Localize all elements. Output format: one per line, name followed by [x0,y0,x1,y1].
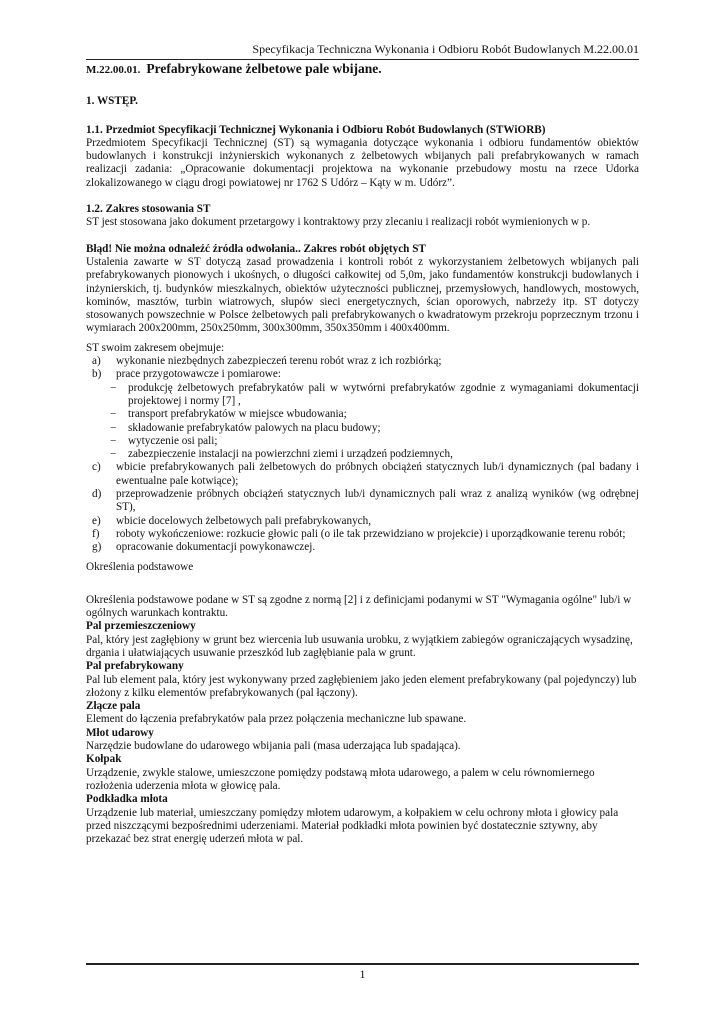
definitions-intro: Określenia podstawowe podane w ST są zgodne z normą [2] i z definicjami podanymi w ST "Wymagania ogólne" lub/i w ogólnych warunkach kontraktu. [86,593,632,620]
definition-term: Młot udarowy [86,726,154,739]
list-item-label: b) [92,368,102,381]
definition-item [86,700,639,727]
dash-bullet: − [110,408,117,421]
sub-list-item-text: produkcję żelbetowych prefabrykatów pali w wytwórni prefabrykatów zgodnie z wymaganiami dokumentacji projektowej i normy [7] , [128,381,639,407]
list-item [86,541,639,554]
definition-item [86,753,639,793]
list-item-text: wykonanie niezbędnych zabezpieczeń terenu robót wraz z ich rozbiórką; [116,355,442,368]
definition-term: Kołpak [86,753,122,766]
list-item [86,515,639,528]
list-item-label: g) [92,541,102,554]
definition-term: Pal prefabrykowany [86,660,184,673]
dash-bullet: − [110,448,117,461]
list-item-text: prace przygotowawcze i pomiarowe: [116,368,281,381]
dash-bullet: − [110,434,117,447]
list-item [86,461,639,488]
definition-text: Urządzenie, zwykle stalowe, umieszczone pomiędzy podstawą młota udarowego, a palem w celu równomiernego rozłożenia uderzenia młota w głowicę pala. [86,766,595,792]
definition-text: Urządzenie lub materiał, umieszczany pomiędzy młotem udarowym, a kołpakiem w celu ochrony młota i głowicy pala przed niszczącymi bezpośrednimi uderzeniami. Materiał podkładki młota powinien być dostatecznie sztywny, aby przekazać bez strat energię uderzeń młota w pal. [86,806,619,846]
page-number: 1 [359,967,366,981]
list-item [86,368,639,381]
document-title-text: Prefabrykowane żelbetowe pale wbijane. [146,61,382,76]
list-item [86,528,639,541]
definition-term: Podkładka młota [86,793,168,806]
footer-divider [86,963,639,965]
section-1-3-heading: Błąd! Nie można odnaleźć źródła odwołania.. Zakres robót objętych ST [86,242,426,255]
section-1-2-heading: 1.2. Zakres stosowania ST [86,203,211,216]
definition-text: Pal lub element pala, który jest wykonywany przed zagłębieniem jako jeden element prefabrykowany (pal pojedynczy) lub złożony z kilku elementów prefabrykowanych (pal łączony). [86,673,637,699]
definition-item [86,727,639,754]
list-item [86,488,639,515]
running-header: Specyfikacja Techniczna Wykonania i Odbioru Robót Budowlanych M.22.00.01 [252,42,639,56]
document-code: M.22.00.01. [86,64,141,76]
list-item-text: roboty wykończeniowe: rozkucie głowic pali (o ile tak przewidziano w projekcie) i uporządkowanie terenu robót; [116,527,626,540]
sub-list-item-text: transport prefabrykatów w miejsce wbudowania; [128,408,347,421]
definition-text: Element do łączenia prefabrykatów pala przez połączenia mechaniczne lub spawane. [86,713,467,726]
definition-item [86,660,639,700]
section-1-1-body: Przedmiotem Specyfikacji Technicznej (ST) są wymagania dotyczące wykonania i odbioru fundamentów obiektów budowlanych i konstrukcji inżynierskich wykonanych z żelbetowych wbijanych pali prefabrykowanych w ramach realizacji zadania: „Opracowanie dokumentacji projektowa na wykonanie przebudowy mostu na rzece Udorka zlokalizowanego w ciągu drogi powiatowej nr 1762 S Udórz – Kąty w m. Udórz”. [86,136,639,189]
sub-list-item-text: wytyczenie osi pali; [128,434,218,447]
sub-list-item [86,408,639,421]
list-item [86,355,639,368]
list-item-label: c) [92,461,101,474]
list-item-label: e) [92,514,101,527]
document-title [86,62,639,77]
sub-list-item-text: zabezpieczenie instalacji na powierzchni ziemi i urządzeń podziemnych, [128,448,453,461]
sub-list-item-text: składowanie prefabrykatów palowych na placu budowy; [128,421,381,434]
list-item-label: f) [92,527,100,540]
list-item-text: opracowanie dokumentacji powykonawczej. [116,541,316,554]
section-1-2-body: ST jest stosowana jako dokument przetargowy i kontraktowy przy zlecaniu i realizacji robót wymienionych w p. [86,216,591,229]
definition-item [86,620,639,660]
list-item-text: przeprowadzenie próbnych obciążeń statycznych lub/i dynamicznych pali wraz z analizą wyników (wg odrębnej ST), [116,488,639,514]
section-1-heading: 1. WSTĘP. [86,95,138,108]
definition-term: Złącze pala [86,700,141,713]
section-1-1-heading: 1.1. Przedmiot Specyfikacji Technicznej Wykonania i Odbioru Robót Budowlanych (STWiORB) [86,123,546,136]
sub-list-item [86,422,639,435]
sub-list-item [86,382,639,409]
sub-list-item [86,435,639,448]
dash-bullet: − [110,381,117,394]
dash-bullet: − [110,421,117,434]
definition-term: Pal przemieszczeniowy [86,620,196,633]
page-content [86,62,639,846]
section-1-3-body: Ustalenia zawarte w ST dotyczą zasad prowadzenia i kontroli robót z wykorzystaniem żelbetowych wbijanych pali prefabrykowanych pionowych i ukośnych, o długości całkowitej od 5,0m, jako fundamentów konstrukcji budowlanych i inżynierskich, tj. budynków mieszkalnych, obiektów użyteczności publicznej, przemysłowych, handlowych, mostowych, kominów, masztów, turbin wiatrowych, słupów sieci energetycznych, ścian oporowych, nabrzeży itp. ST dotyczy stosowanych powszechnie w Polsce żelbetowych pali prefabrykowanych o kwadratowym przekroju poprzecznym trzonu i wymiarach 200x200mm, 250x250mm, 300x300mm, 350x350mm i 400x400mm. [86,255,639,335]
sub-list-item [86,448,639,461]
definition-text: Pal, który jest zagłębiony w grunt bez wiercenia lub usuwania urobku, z wyjątkiem zabiegów ograniczających wysadzinę, drgania i ułatwiających usuwanie przeszkód lub zagłębianie pala w grunt. [86,633,633,659]
list-item-label: a) [92,355,101,368]
list-item-text: wbicie docelowych żelbetowych pali prefabrykowanych, [116,514,372,527]
definition-text: Narzędzie budowlane do udarowego wbijania pali (masa uderzająca lub spadająca). [86,740,461,753]
definitions-heading: Określenia podstawowe [86,560,194,573]
scope-intro: ST swoim zakresem obejmuje: [86,341,225,354]
definition-item [86,793,639,846]
list-item-text: wbicie prefabrykowanych pali żelbetowych do próbnych obciążeń statycznych lub/i dynamicznych (pal badany i ewentualne pale kotwiące); [116,461,639,487]
header-divider [86,59,639,60]
list-item-label: d) [92,488,102,501]
